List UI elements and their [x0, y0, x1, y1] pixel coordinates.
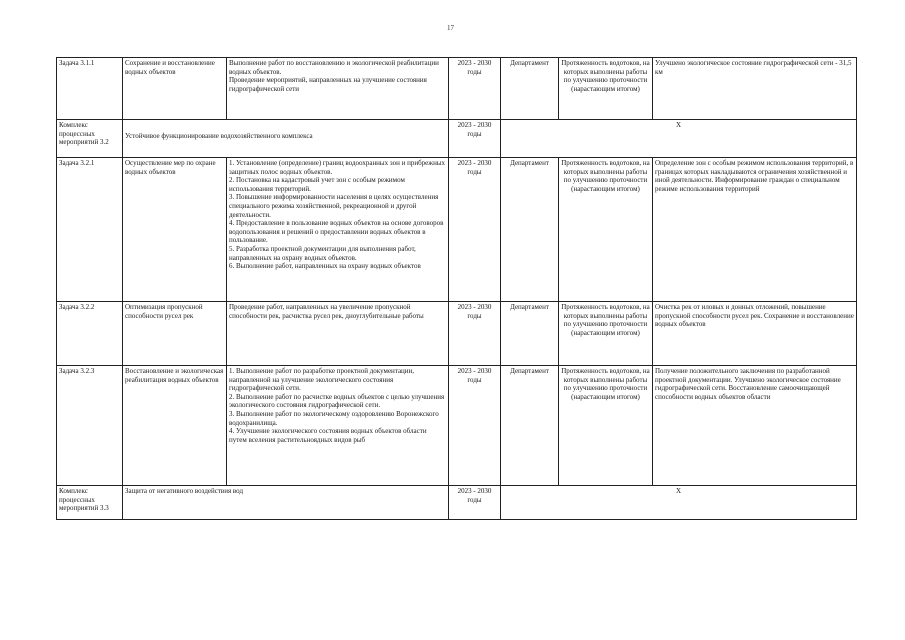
- task-period: 2023 - 2030 годы: [449, 366, 501, 486]
- measure-line: 5. Разработка проектной документации для выполнения работ, направленных на охрану водных объектов.: [229, 244, 416, 262]
- measure-line: 2. Постановка на кадастровый учет зон с особым режимом использования территорий.: [229, 176, 405, 193]
- task-measures: [227, 58, 449, 120]
- complex-mark: Х: [501, 486, 857, 520]
- task-name: Восстановление и экологическая реабилитация водных объектов: [123, 366, 227, 486]
- task-indicator: Протяженность водотоков, на которых выполнены работы по улучшению проточности (нарастающим итогом): [559, 302, 653, 366]
- task-measures: [227, 302, 449, 366]
- task-measures: [227, 158, 449, 302]
- measure-line: 6. Выполнение работ, направленных на охрану водных объектов: [229, 262, 421, 271]
- task-period: 2023 - 2030 годы: [449, 158, 501, 302]
- table-row: [57, 366, 857, 486]
- task-executor: Департамент: [501, 158, 559, 302]
- task-code: Задача 3.1.1: [57, 58, 123, 120]
- measure-line: 2. Выполнение работ по расчистке водных объектов с целью улучшения экологического состояния гидрографической сети.: [229, 392, 445, 410]
- table-row: [57, 58, 857, 120]
- measure-line: Выполнение работ по восстановлению и экологической реабилитации водных объектов.: [229, 59, 439, 76]
- task-period: 2023 - 2030 годы: [449, 58, 501, 120]
- task-result: Улучшено экологическое состояние гидрографической сети - 31,5 км: [653, 58, 857, 120]
- complex-code: Комплекс процессных мероприятий 3.3: [57, 486, 123, 520]
- measures-table: [56, 57, 857, 520]
- measure-line: 1. Установление (определение) границ водоохранных зон и прибрежных защитных полос водных объектов.: [229, 159, 446, 176]
- page-number: 17: [447, 24, 454, 32]
- task-executor: Департамент: [501, 366, 559, 486]
- measure-line: 3. Повышение информированности населения в целях осуществления специального режима хозяйственной, рекреационной и другой деятельности.: [229, 193, 439, 219]
- measure-line: 3. Выполнение работ по экологическому оздоровлению Воронежского водохранилища.: [229, 409, 439, 427]
- task-name: Осуществление мер по охране водных объектов: [123, 158, 227, 302]
- task-name: Сохранение и восстановление водных объектов: [123, 58, 227, 120]
- task-measures: [227, 366, 449, 486]
- complex-period: 2023 - 2030 годы: [449, 486, 501, 520]
- task-code: Задача 3.2.1: [57, 158, 123, 302]
- task-result: Очистка рек от иловых и донных отложений, повышение пропускной способности русел рек. Сохранение и восстановление водных объектов: [653, 302, 857, 366]
- complex-row: [57, 486, 857, 520]
- measure-line: Проведение работ, направленных на увеличение пропускной способности рек, расчистка русел рек, дноуглубительные работы: [229, 303, 424, 320]
- measure-line: 4. Улучшение экологического состояния водных объектов области путем вселения растительноядных видов рыб: [229, 427, 427, 444]
- table-row: [57, 302, 857, 366]
- measure-line: 4. Предоставление в пользование водных объектов на основе договоров водопользования и решений о предоставлении водных объектов в пользование.: [229, 219, 444, 245]
- complex-mark: Х: [501, 120, 857, 158]
- task-indicator: Протяженность водотоков, на которых выполнены работы по улучшению проточности (нарастающим итогом): [559, 158, 653, 302]
- complex-name: Защита от негативного воздействия вод: [123, 486, 449, 520]
- complex-code: Комплекс процессных мероприятий 3.2: [57, 120, 123, 158]
- task-code: Задача 3.2.3: [57, 366, 123, 486]
- complex-row: [57, 120, 857, 158]
- task-name: Оптимизация пропускной способности русел рек: [123, 302, 227, 366]
- complex-period: 2023 - 2030 годы: [449, 120, 501, 158]
- complex-name: Устойчивое функционирование водохозяйственного комплекса: [123, 120, 449, 158]
- task-executor: Департамент: [501, 58, 559, 120]
- task-result: Получение положительного заключения по разработанной проектной документации. Улучшено экологическое состояние гидрографической сети. Восстановление самоочищающей способности водных объектов области: [653, 366, 857, 486]
- task-code: Задача 3.2.2: [57, 302, 123, 366]
- task-indicator: Протяженность водотоков, на которых выполнены работы по улучшению проточности (нарастающим итогом): [559, 366, 653, 486]
- task-executor: Департамент: [501, 302, 559, 366]
- task-period: 2023 - 2030 годы: [449, 302, 501, 366]
- measure-line: Проведение мероприятий, направленных на улучшение состояния гидрографической сети: [229, 76, 427, 93]
- task-indicator: Протяженность водотоков, на которых выполнены работы по улучшению проточности (нарастающим итогом): [559, 58, 653, 120]
- task-result: Определение зон с особым режимом использования территорий, в границах которых накладываются ограничения хозяйственной и иной деятельности. Информирование граждан о специальном режиме использования территорий: [653, 158, 857, 302]
- table-row: [57, 158, 857, 302]
- measure-line: 1. Выполнение работ по разработке проектной документации, направленной на улучшение экологического состояния гидрографической сети.: [229, 367, 415, 393]
